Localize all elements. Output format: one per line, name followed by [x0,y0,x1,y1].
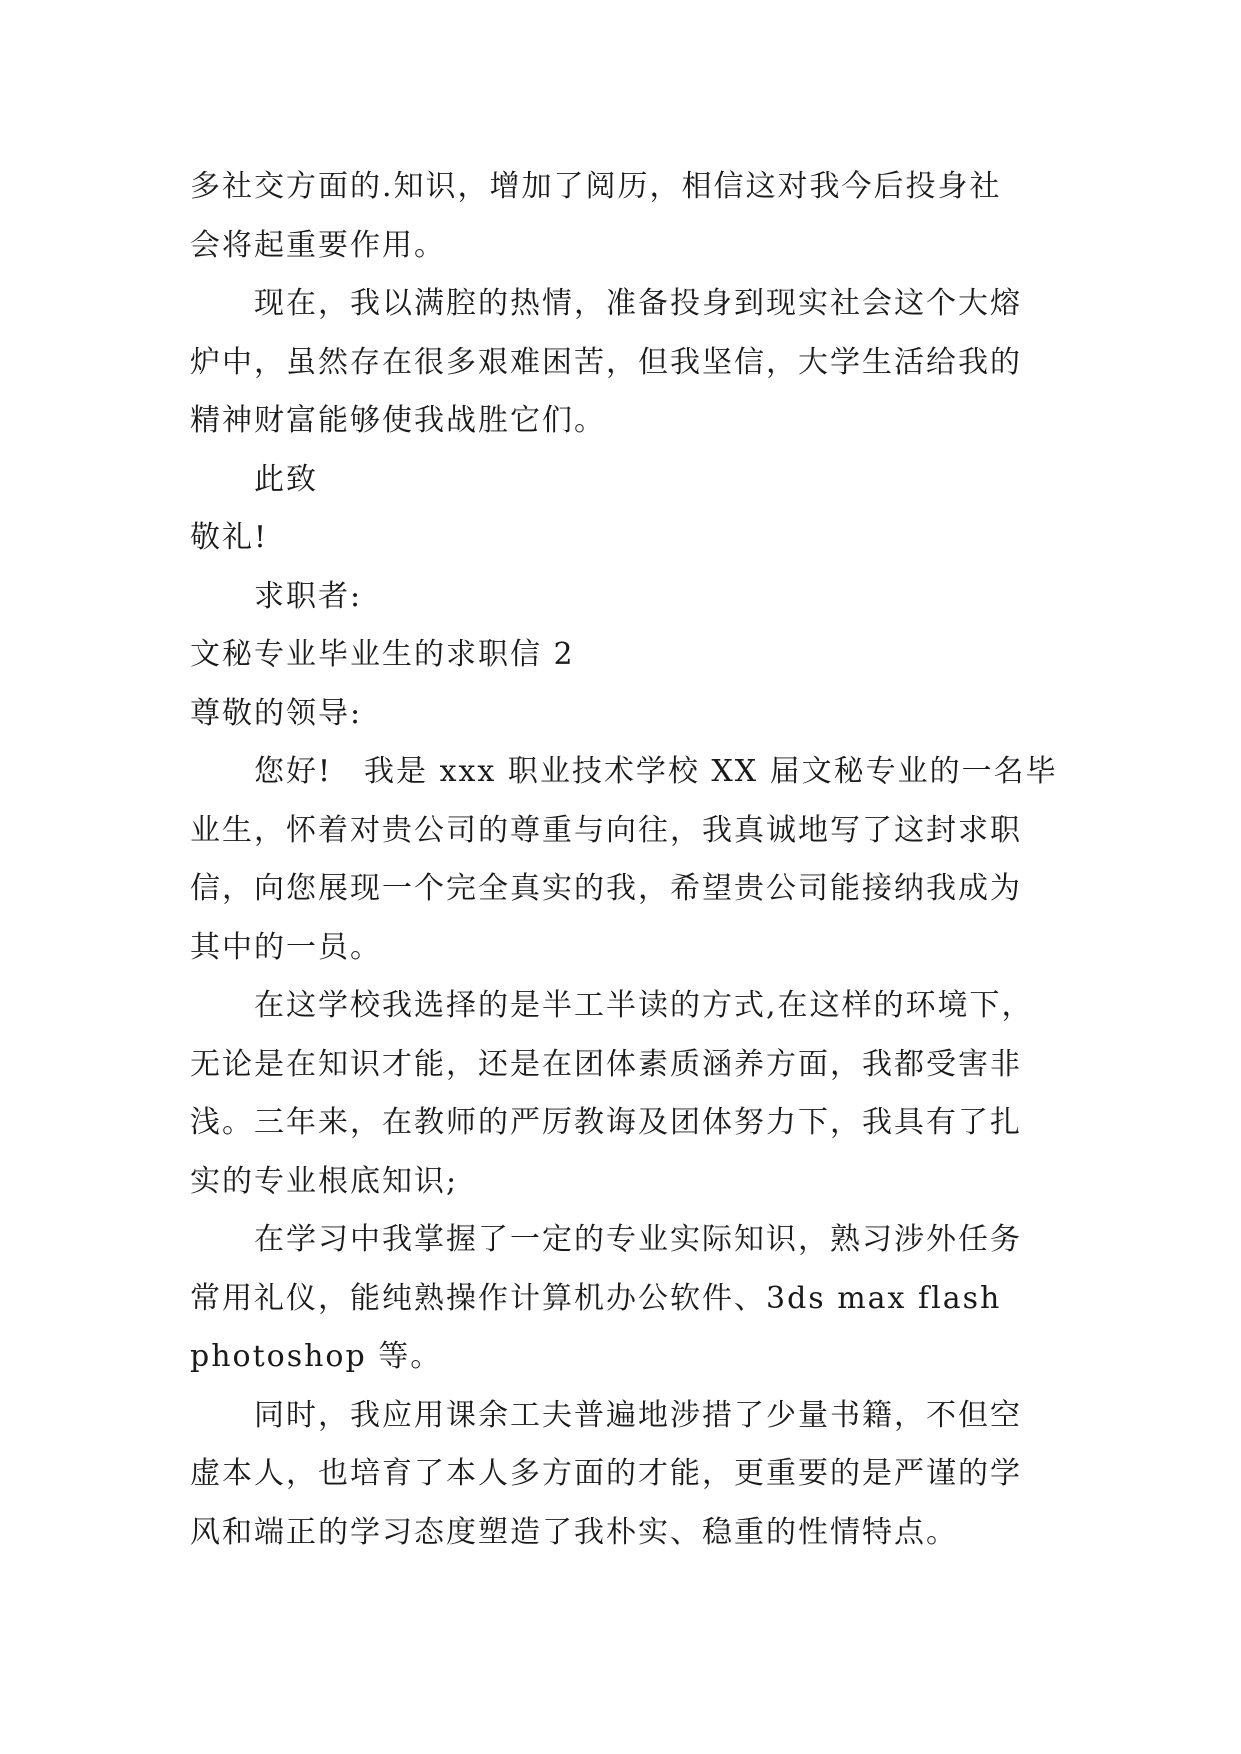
text-line: 同时，我应用课余工夫普遍地涉措了少量书籍，不但空 [254,1397,1022,1433]
section-title: 文秘专业毕业生的求职信 2 [190,637,575,672]
greeting: 尊敬的领导: [190,695,363,731]
text-line: 业生，怀着对贵公司的尊重与向往，我真诚地写了这封求职 [190,812,1022,848]
signature-label: 求职者: [254,578,363,614]
text-line: 在学习中我掌握了一定的专业实际知识，熟习涉外任务 [254,1222,1022,1257]
text-line: 风和端正的学习态度塑造了我朴实、稳重的性情特点。 [190,1514,958,1550]
letter-body [190,158,1058,1562]
text-line: 炉中，虽然存在很多艰难困苦，但我坚信，大学生活给我的 [190,344,1022,380]
text-line: photoshop 等。 [190,1339,443,1374]
text-line: 浅。三年来，在教师的严厉教诲及团体努力下，我具有了扎 [190,1105,1022,1140]
text-line: 常用礼仪，能纯熟操作计算机办公软件、3ds max flash [190,1280,1002,1316]
text-line: 现在，我以满腔的热情，准备投身到现实社会这个大熔 [254,286,1022,321]
text-line: 多社交方面的.知识，增加了阅历，相信这对我今后投身社 [190,169,1002,204]
closing-phrase: 此致 [254,461,318,497]
text-line: 信，向您展现一个完全真实的我，希望贵公司能接纳我成为 [190,871,1022,906]
text-line: 会将起重要作用。 [190,227,446,263]
text-line: 精神财富能够使我战胜它们。 [190,403,606,438]
text-line: 其中的一员。 [190,929,382,965]
salutation-closing: 敬礼! [190,520,269,555]
text-line: 实的专业根底知识; [190,1163,459,1199]
text-line: 您好! 我是 xxx 职业技术学校 XX 届文秘专业的一名毕 [254,754,1058,789]
text-line: 无论是在知识才能，还是在团体素质涵养方面，我都受害非 [190,1046,1022,1082]
text-line: 虚本人，也培育了本人多方面的才能，更重要的是严谨的学 [190,1456,1022,1491]
text-line: 在这学校我选择的是半工半读的方式,在这样的环境下， [254,988,1034,1023]
